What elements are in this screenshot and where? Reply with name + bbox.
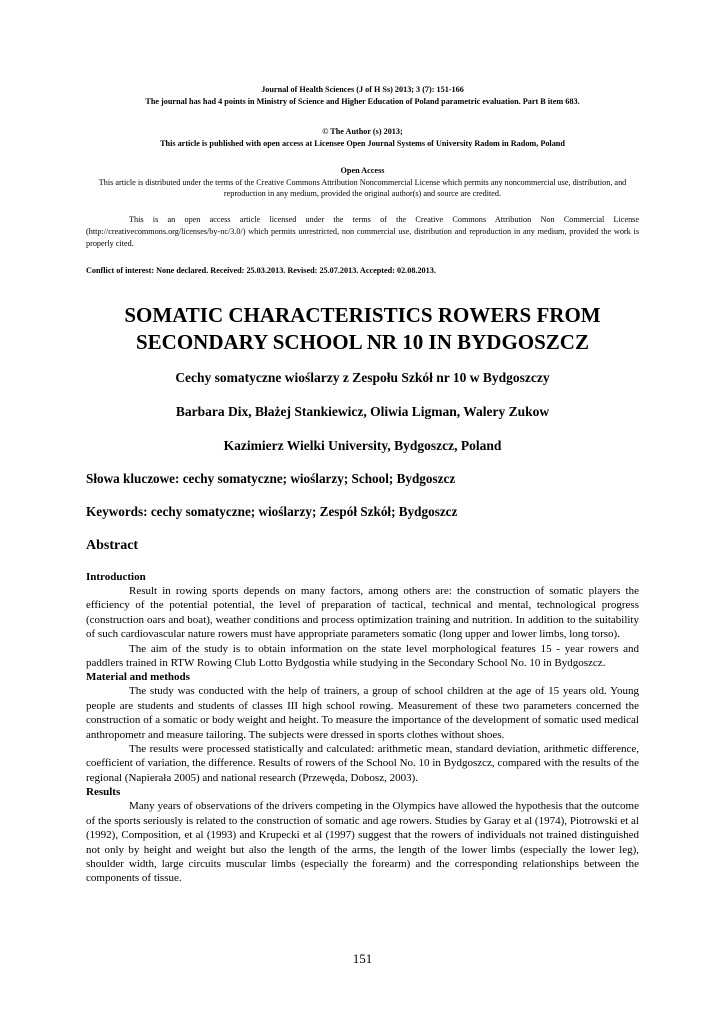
article-title bbox=[60, 302, 665, 356]
abstract-body bbox=[86, 570, 639, 886]
title-line-1: SOMATIC CHARACTERISTICS ROWERS FROM bbox=[124, 303, 601, 327]
title-line-2: SECONDARY SCHOOL NR 10 IN BYDGOSZCZ bbox=[136, 330, 589, 354]
published-line: This article is published with open access at Licensee Open Journal Systems of University Radom in Radom, Poland bbox=[160, 139, 565, 148]
introduction-heading: Introduction bbox=[86, 571, 146, 583]
page-number: 151 bbox=[352, 951, 373, 966]
keywords-polish: Słowa kluczowe: cechy somatyczne; wioślarzy; School; Bydgoszcz bbox=[86, 471, 456, 486]
intro-paragraph-1: Result in rowing sports depends on many factors, among others are: the construction of somatic players the efficiency of the potential potential, the level of preparation of tactical, technical and mental, technological progress (construction oars and boat), weather conditions and process optimization training and nutrition. In addition to the suitability of such cardiovascular nature rowers must have appropriate parameters somatic (long upper and lower limbs, long torso). bbox=[86, 585, 639, 641]
cc-license-text: This is an open access article licensed under the terms of the Creative Commons Attribution Non Commercial License (http://creativecommons.org/licenses/by-nc/3.0/) which permits unrestricted, non commercial use, distribution and reproduction in any medium, provided the work is properly cited. bbox=[86, 215, 639, 248]
methods-heading: Material and methods bbox=[86, 671, 190, 684]
authors: Barbara Dix, Błażej Stankiewicz, Oliwia Ligman, Walery Zukow bbox=[175, 404, 550, 419]
results-heading: Results bbox=[86, 786, 121, 799]
intro-paragraph-2: The aim of the study is to obtain information on the state level morphological features 15 - year rowers and paddlers trained in RTW Rowing Club Lotto Bydgostia while studying in the Secondary School No. 10 in Bydgoszcz. bbox=[86, 642, 639, 670]
abstract-heading: Abstract bbox=[86, 538, 139, 553]
methods-paragraph-2: The results were processed statistically and calculated: arithmetic mean, standard deviation, arithmetic difference, coefficient of variation, the difference. Results of rowers of the School No. 10 in Bydgoszcz, compared with the results of the regional (Napierała 2005) and national research (Przewęda, Dobosz, 2003). bbox=[86, 743, 639, 784]
results-paragraph-1: Many years of observations of the drivers competing in the Olympics have allowed the hypothesis that the outcome of the sports seriously is related to the construction of somatic and age rowers. Studies by Garay et al (1974), Piotrowski et al (1992), Composition, et al (1993) and Krupecki et al (1997) suggest that the rowers of individuals not trained distinguished not only by height and weight but also the length of the arms, the length of the lower limbs (especially the lower leg), shoulder width, large circuits muscular limbs (especially the forearm) and the corresponding relationships between the components of tissue. bbox=[86, 800, 639, 885]
affiliation: Kazimierz Wielki University, Bydgoszcz, Poland bbox=[223, 438, 502, 453]
conflict-line: Conflict of interest: None declared. Received: 25.03.2013. Revised: 25.07.2013. Accepted: 02.08.2013. bbox=[86, 266, 436, 275]
keywords-english: Keywords: cechy somatyczne; wioślarzy; Zespół Szkół; Bydgoszcz bbox=[86, 504, 458, 519]
open-access-label: Open Access bbox=[340, 166, 385, 175]
copyright-line: © The Author (s) 2013; bbox=[322, 127, 403, 136]
methods-paragraph-1: The study was conducted with the help of trainers, a group of school children at the age of 15 years old. Young people are students and students of classes III high school rowing. Measurement of these two parameters concerned the construction of a somatic or body weight and height. To measure the importance of the development of somatic used medical anthropometr and measure tailoring. The subjects were dressed in sports clothes without shoes. bbox=[86, 685, 639, 741]
open-access-block bbox=[82, 165, 643, 199]
license-text: This article is distributed under the terms of the Creative Commons Attribution Noncommercial License which permits any noncommercial use, distribution, and reproduction in any medium, provided the original author(s) and source are credited. bbox=[98, 178, 627, 198]
journal-header bbox=[86, 84, 639, 108]
copyright-block bbox=[86, 126, 639, 150]
polish-title: Cechy somatyczne wioślarzy z Zespołu Szkół nr 10 w Bydgoszczy bbox=[175, 370, 550, 385]
journal-line: Journal of Health Sciences (J of H Ss) 2013; 3 (7): 151-166 bbox=[261, 85, 464, 94]
points-line: The journal has had 4 points in Ministry of Science and Higher Education of Poland parametric evaluation. Part B item 683. bbox=[145, 97, 580, 106]
